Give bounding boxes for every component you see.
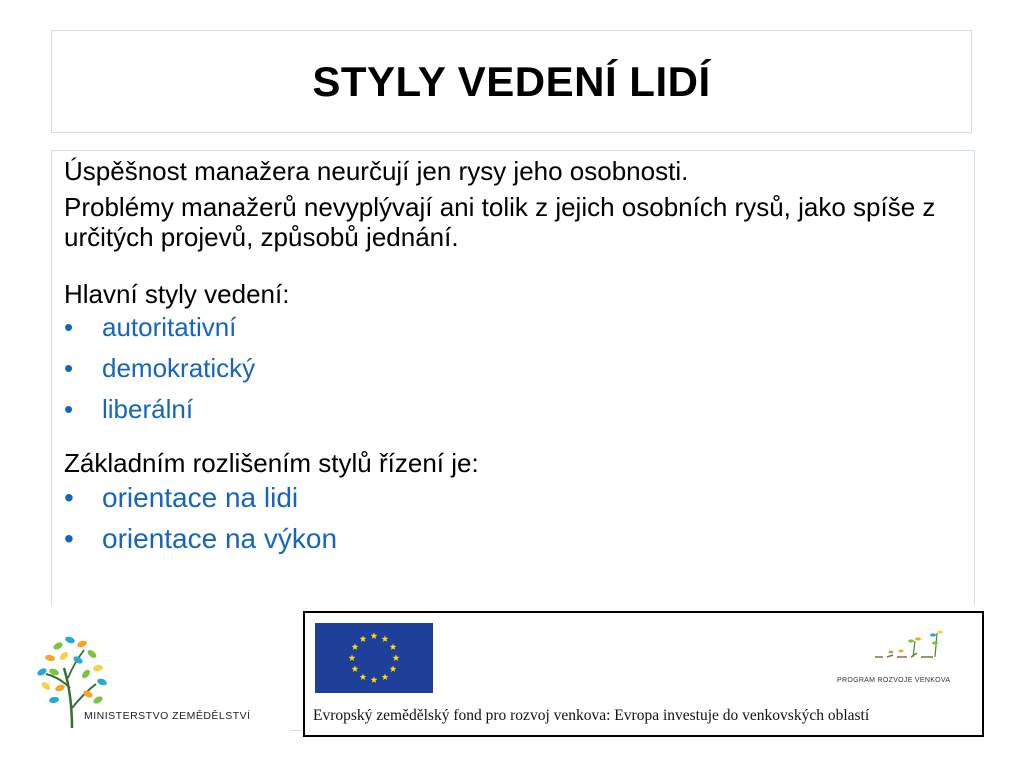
list-item-text: orientace na výkon xyxy=(102,523,338,554)
ministry-name: MINISTERSTVO ZEMĚDĚLSTVÍ xyxy=(84,710,251,722)
bullet: • xyxy=(64,312,74,342)
divider xyxy=(290,730,304,731)
list-item xyxy=(64,395,974,423)
bullet: • xyxy=(64,523,74,554)
content-box xyxy=(51,150,975,605)
list-item-text: orientace na lidi xyxy=(102,482,299,513)
list-item-text: liberální xyxy=(102,394,194,424)
program-name: PROGRAM ROZVOJE VENKOVA xyxy=(837,677,951,684)
styles-list xyxy=(64,313,974,423)
prv-logo-icon xyxy=(873,627,947,665)
heading-styles: Hlavní styly vedení: xyxy=(64,279,290,309)
list-item xyxy=(64,482,974,514)
list-item xyxy=(64,313,974,341)
list-item xyxy=(64,354,974,382)
list-item-text: autoritativní xyxy=(102,312,237,342)
eu-caption: Evropský zemědělský fond pro rozvoj venkova: Evropa investuje do venkovských oblastí xyxy=(313,707,870,724)
list-item-text: demokratický xyxy=(102,353,256,383)
bullet: • xyxy=(64,482,74,513)
slide-title: STYLY VEDENÍ LIDÍ xyxy=(312,57,711,105)
paragraph-2: Problémy manažerů nevyplývají ani tolik z jejich osobních rysů, jako spíše z určitých projevů, způsobů jednání. xyxy=(64,192,936,252)
list-item xyxy=(64,523,974,555)
heading-orientations: Základním rozlišením stylů řízení je: xyxy=(64,448,479,478)
eu-banner xyxy=(303,611,984,737)
bullet: • xyxy=(64,353,74,383)
eu-flag-icon xyxy=(315,623,433,693)
orientations-list xyxy=(64,482,974,555)
paragraph-1: Úspěšnost manažera neurčují jen rysy jeho osobnosti. xyxy=(64,156,689,186)
title-box xyxy=(51,30,972,133)
bullet: • xyxy=(64,394,74,424)
